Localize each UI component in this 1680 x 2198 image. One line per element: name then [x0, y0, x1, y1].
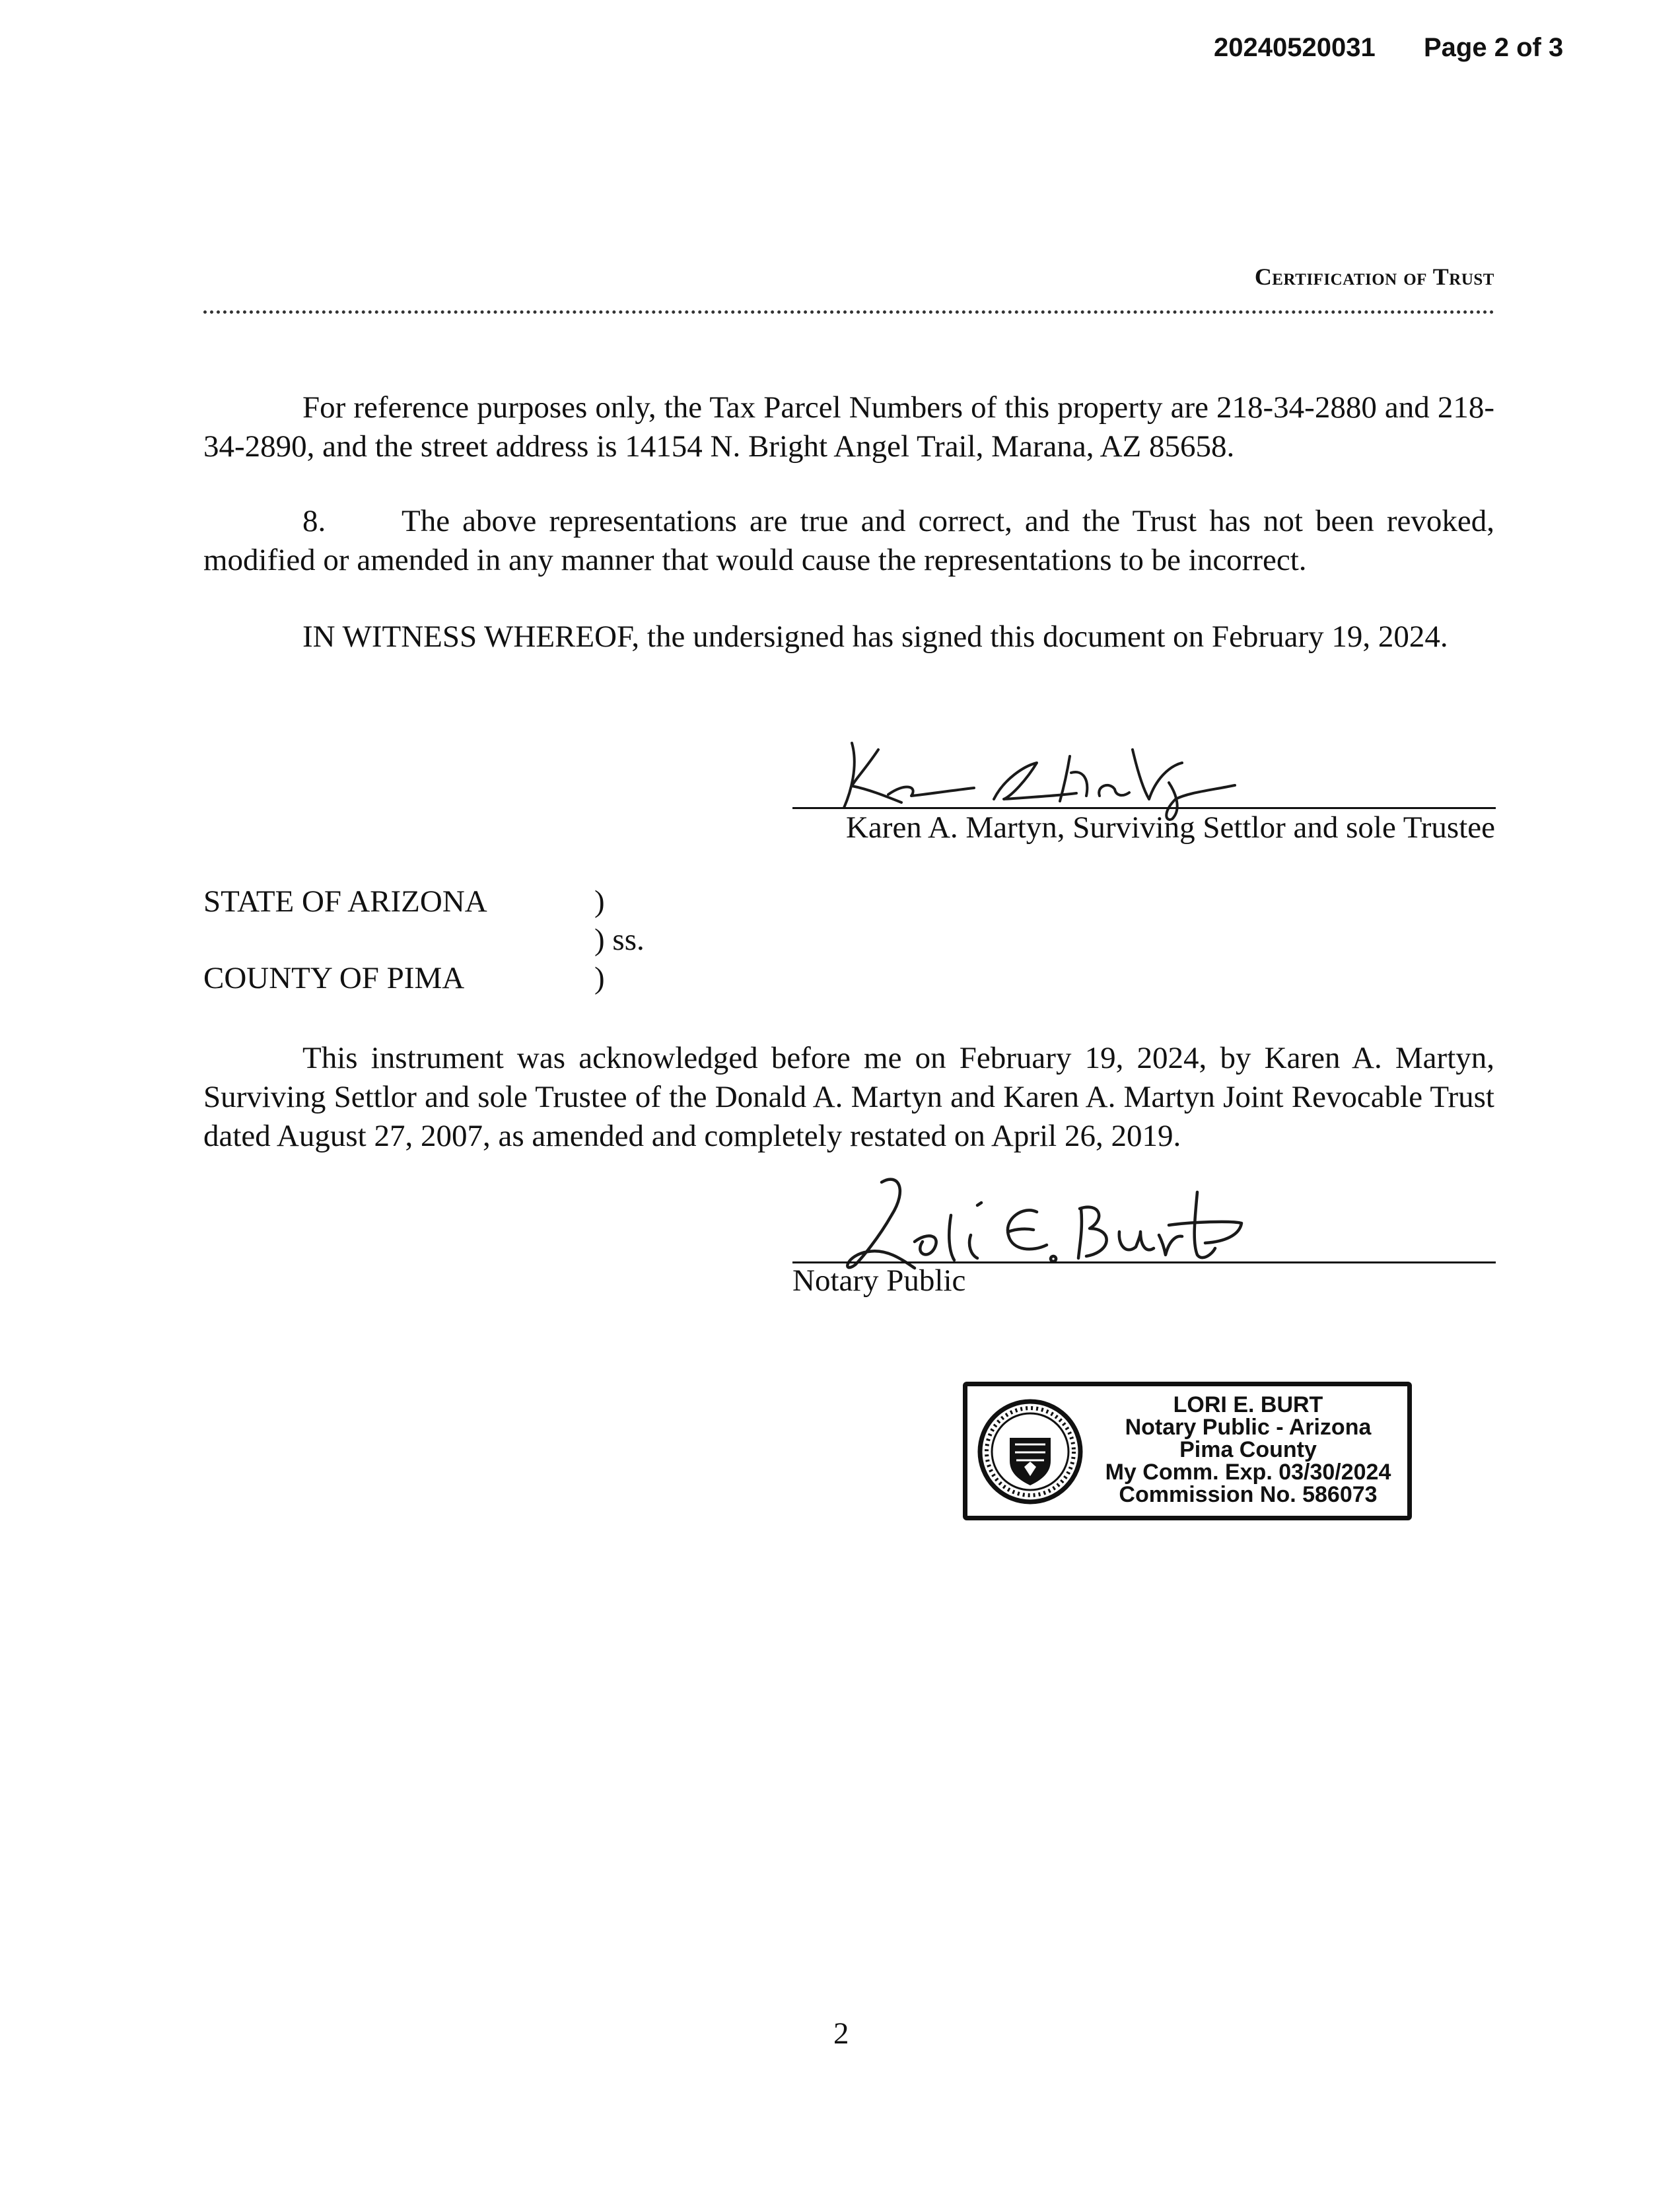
- venue-county: COUNTY OF PIMA: [203, 961, 465, 995]
- paragraph-tax-parcel-text: For reference purposes only, the Tax Parcel Numbers of this property are 218-34-2880 and 218-34-2890, and the street address is 14154 N. Bright Angel Trail, Marana, AZ 85658.: [203, 390, 1494, 464]
- stamp-commission-expiry: My Comm. Exp. 03/30/2024: [1105, 1460, 1391, 1485]
- paragraph-acknowledgment: [203, 1039, 1494, 1156]
- page-number: 2: [833, 2016, 849, 2051]
- settlor-signature-line: [792, 807, 1496, 809]
- paragraph-witness: [203, 618, 1494, 656]
- settlor-caption: Karen A. Martyn, Surviving Settlor and sole Trustee: [845, 810, 1495, 845]
- venue-state: STATE OF ARIZONA: [203, 884, 487, 919]
- dotted-divider: [203, 310, 1494, 314]
- notary-caption: Notary Public: [792, 1263, 966, 1298]
- stamp-county: Pima County: [1179, 1437, 1317, 1462]
- venue-ss: ) ss.: [594, 923, 645, 957]
- venue-state-paren: ): [594, 884, 605, 919]
- recording-number: 20240520031: [1214, 33, 1376, 62]
- stamp-notary-name: LORI E. BURT: [1173, 1392, 1323, 1417]
- state-seal-icon: [977, 1398, 1084, 1505]
- stamp-notary-title: Notary Public - Arizona: [1125, 1415, 1372, 1440]
- paragraph-8-number: 8.: [302, 504, 326, 538]
- paragraph-witness-text: IN WITNESS WHEREOF, the undersigned has signed this document on February 19, 2024.: [302, 620, 1448, 654]
- paragraph-8: [203, 502, 1494, 580]
- section-title: Certification of Trust: [1254, 264, 1494, 290]
- paragraph-acknowledgment-text: This instrument was acknowledged before me on February 19, 2024, by Karen A. Martyn, Surviving Settlor and sole Trustee of the Donald A. Martyn and Karen A. Martyn Joint Revocable Trust dated August 27, 2007, as amended and completely restated on April 26, 2019.: [203, 1041, 1494, 1153]
- venue-county-paren: ): [594, 961, 605, 995]
- notary-stamp: [963, 1382, 1412, 1520]
- page-indicator: Page 2 of 3: [1424, 33, 1564, 62]
- paragraph-8-text: The above representations are true and correct, and the Trust has not been revoked, modified or amended in any manner that would cause the representations to be incorrect.: [203, 504, 1494, 577]
- stamp-commission-number: Commission No. 586073: [1119, 1482, 1378, 1507]
- paragraph-tax-parcel: [203, 388, 1494, 466]
